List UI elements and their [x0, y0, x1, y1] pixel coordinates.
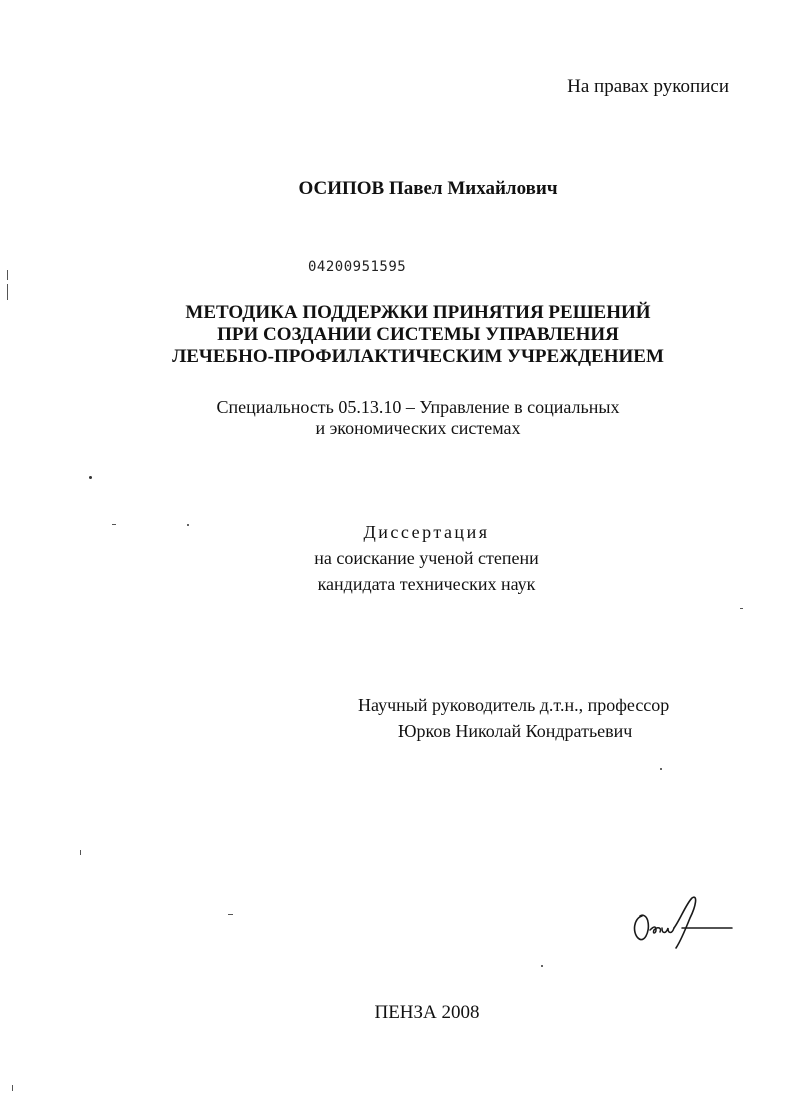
scan-speck [228, 914, 233, 915]
scan-speck [541, 965, 543, 967]
scan-speck [12, 1085, 13, 1091]
dissertation-label: Диссертация [363, 522, 490, 542]
signature-image [628, 892, 738, 952]
dissertation-title [0, 302, 797, 368]
specialty-line-2: и экономических системах [315, 418, 521, 438]
specialty-line-1: Специальность 05.13.10 – Управление в социальных [216, 397, 620, 417]
scan-speck [187, 524, 189, 526]
manuscript-note: На правах рукописи [567, 76, 729, 97]
scan-speck [740, 608, 743, 609]
supervisor-name: Юрков Николай Кондратьевич [398, 721, 633, 741]
author-name: ОСИПОВ Павел Михайлович [298, 178, 558, 199]
scan-speck [112, 524, 116, 525]
scan-speck [660, 768, 662, 770]
scan-speck [89, 476, 92, 479]
specialty [0, 397, 797, 439]
scan-mark [7, 270, 8, 280]
supervisor-block [358, 692, 698, 744]
city-year: ПЕНЗА 2008 [374, 1002, 480, 1023]
dissertation-field-line: кандидата технических наук [317, 574, 536, 594]
title-line-2: ПРИ СОЗДАНИИ СИСТЕМЫ УПРАВЛЕНИЯ [217, 324, 619, 345]
title-line-1: МЕТОДИКА ПОДДЕРЖКИ ПРИНЯТИЯ РЕШЕНИЙ [185, 302, 651, 323]
title-line-3: ЛЕЧЕБНО-ПРОФИЛАКТИЧЕСКИМ УЧРЕЖДЕНИЕМ [172, 346, 664, 367]
scan-speck [80, 850, 81, 855]
document-number: 04200951595 [308, 259, 407, 275]
dissertation-degree-line: на соискание ученой степени [314, 548, 539, 568]
scan-mark [7, 284, 8, 300]
supervisor-role: Научный руководитель д.т.н., профессор [358, 695, 670, 715]
dissertation-block [0, 519, 797, 597]
